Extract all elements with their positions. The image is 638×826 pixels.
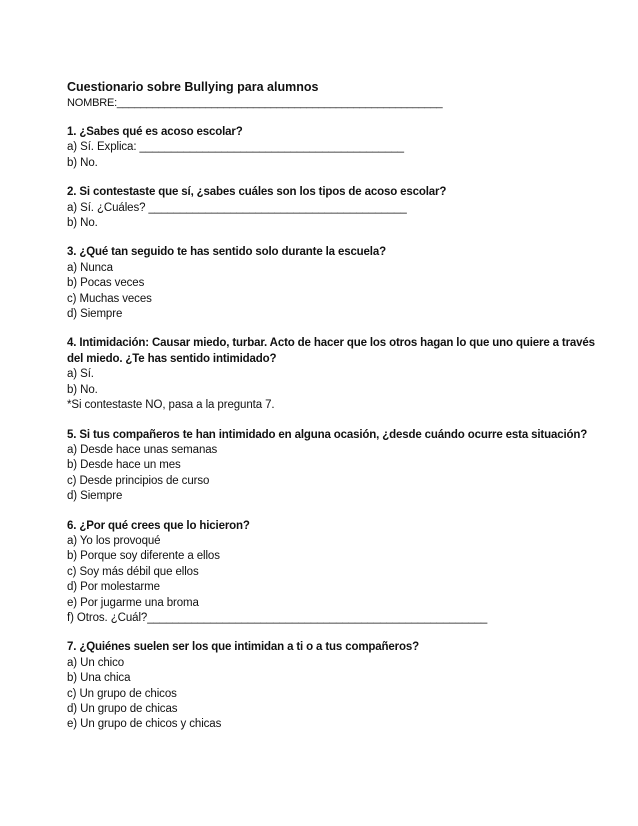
answer-option: a) Sí. bbox=[67, 368, 94, 381]
answer-option: d) Un grupo de chicas bbox=[67, 703, 178, 715]
answer-option: c) Un grupo de chicos bbox=[67, 687, 177, 700]
question-3 bbox=[67, 245, 598, 322]
answer-option: d) Por molestarme bbox=[67, 581, 160, 594]
question-4 bbox=[67, 336, 598, 413]
question-6 bbox=[67, 519, 598, 627]
question-text: 3. ¿Qué tan seguido te has sentido solo durante la escuela? bbox=[67, 246, 386, 259]
answer-option: b) No. bbox=[67, 217, 98, 230]
answer-option: a) Sí. Explica: __________________________________________ bbox=[67, 141, 404, 154]
answer-option: b) No. bbox=[67, 383, 98, 396]
name-field-line: NOMBRE:_______________________________________________________ bbox=[67, 97, 443, 109]
answer-option: b) Pocas veces bbox=[67, 277, 145, 290]
question-text: 1. ¿Sabes qué es acoso escolar? bbox=[67, 126, 243, 138]
answer-option: f) Otros. ¿Cuál?______________________________________________________ bbox=[67, 611, 488, 624]
question-text: 6. ¿Por qué crees que lo hicieron? bbox=[67, 519, 250, 532]
answer-option: b) Desde hace un mes bbox=[67, 459, 181, 472]
question-text: 7. ¿Quiénes suelen ser los que intimidan a ti o a tus compañeros? bbox=[67, 641, 419, 654]
answer-option: e) Por jugarme una broma bbox=[67, 596, 199, 609]
document-title: Cuestionario sobre Bullying para alumnos bbox=[67, 80, 319, 94]
answer-option: a) Yo los provoqué bbox=[67, 534, 161, 547]
question-5 bbox=[67, 428, 598, 505]
answer-option: c) Soy más débil que ellos bbox=[67, 565, 199, 578]
answer-option: d) Siempre bbox=[67, 490, 123, 503]
answer-option: d) Siempre bbox=[67, 308, 123, 321]
answer-option: e) Un grupo de chicos y chicas bbox=[67, 718, 222, 731]
answer-option: a) Desde hace unas semanas bbox=[67, 443, 218, 456]
question-text: 2. Si contestaste que sí, ¿sabes cuáles son los tipos de acoso escolar? bbox=[67, 186, 447, 199]
answer-option: b) No. bbox=[67, 156, 98, 169]
question-1 bbox=[67, 125, 598, 171]
instruction-note: *Si contestaste NO, pasa a la pregunta 7. bbox=[67, 399, 275, 412]
answer-option: b) Una chica bbox=[67, 672, 131, 685]
answer-option: a) Un chico bbox=[67, 656, 125, 669]
answer-option: a) Sí. ¿Cuáles? _________________________________________ bbox=[67, 201, 407, 214]
question-7 bbox=[67, 640, 598, 732]
question-text: 5. Si tus compañeros te han intimidado en alguna ocasión, ¿desde cuándo ocurre esta situación? bbox=[67, 428, 588, 441]
answer-option: c) Muchas veces bbox=[67, 292, 152, 305]
question-2 bbox=[67, 185, 598, 231]
answer-option: c) Desde principios de curso bbox=[67, 474, 210, 487]
answer-option: b) Porque soy diferente a ellos bbox=[67, 550, 220, 563]
answer-option: a) Nunca bbox=[67, 261, 113, 274]
question-text: 4. Intimidación: Causar miedo, turbar. Acto de hacer que los otros hagan lo que uno quiere a través del miedo. ¿Te has sentido intimidado? bbox=[67, 337, 595, 365]
